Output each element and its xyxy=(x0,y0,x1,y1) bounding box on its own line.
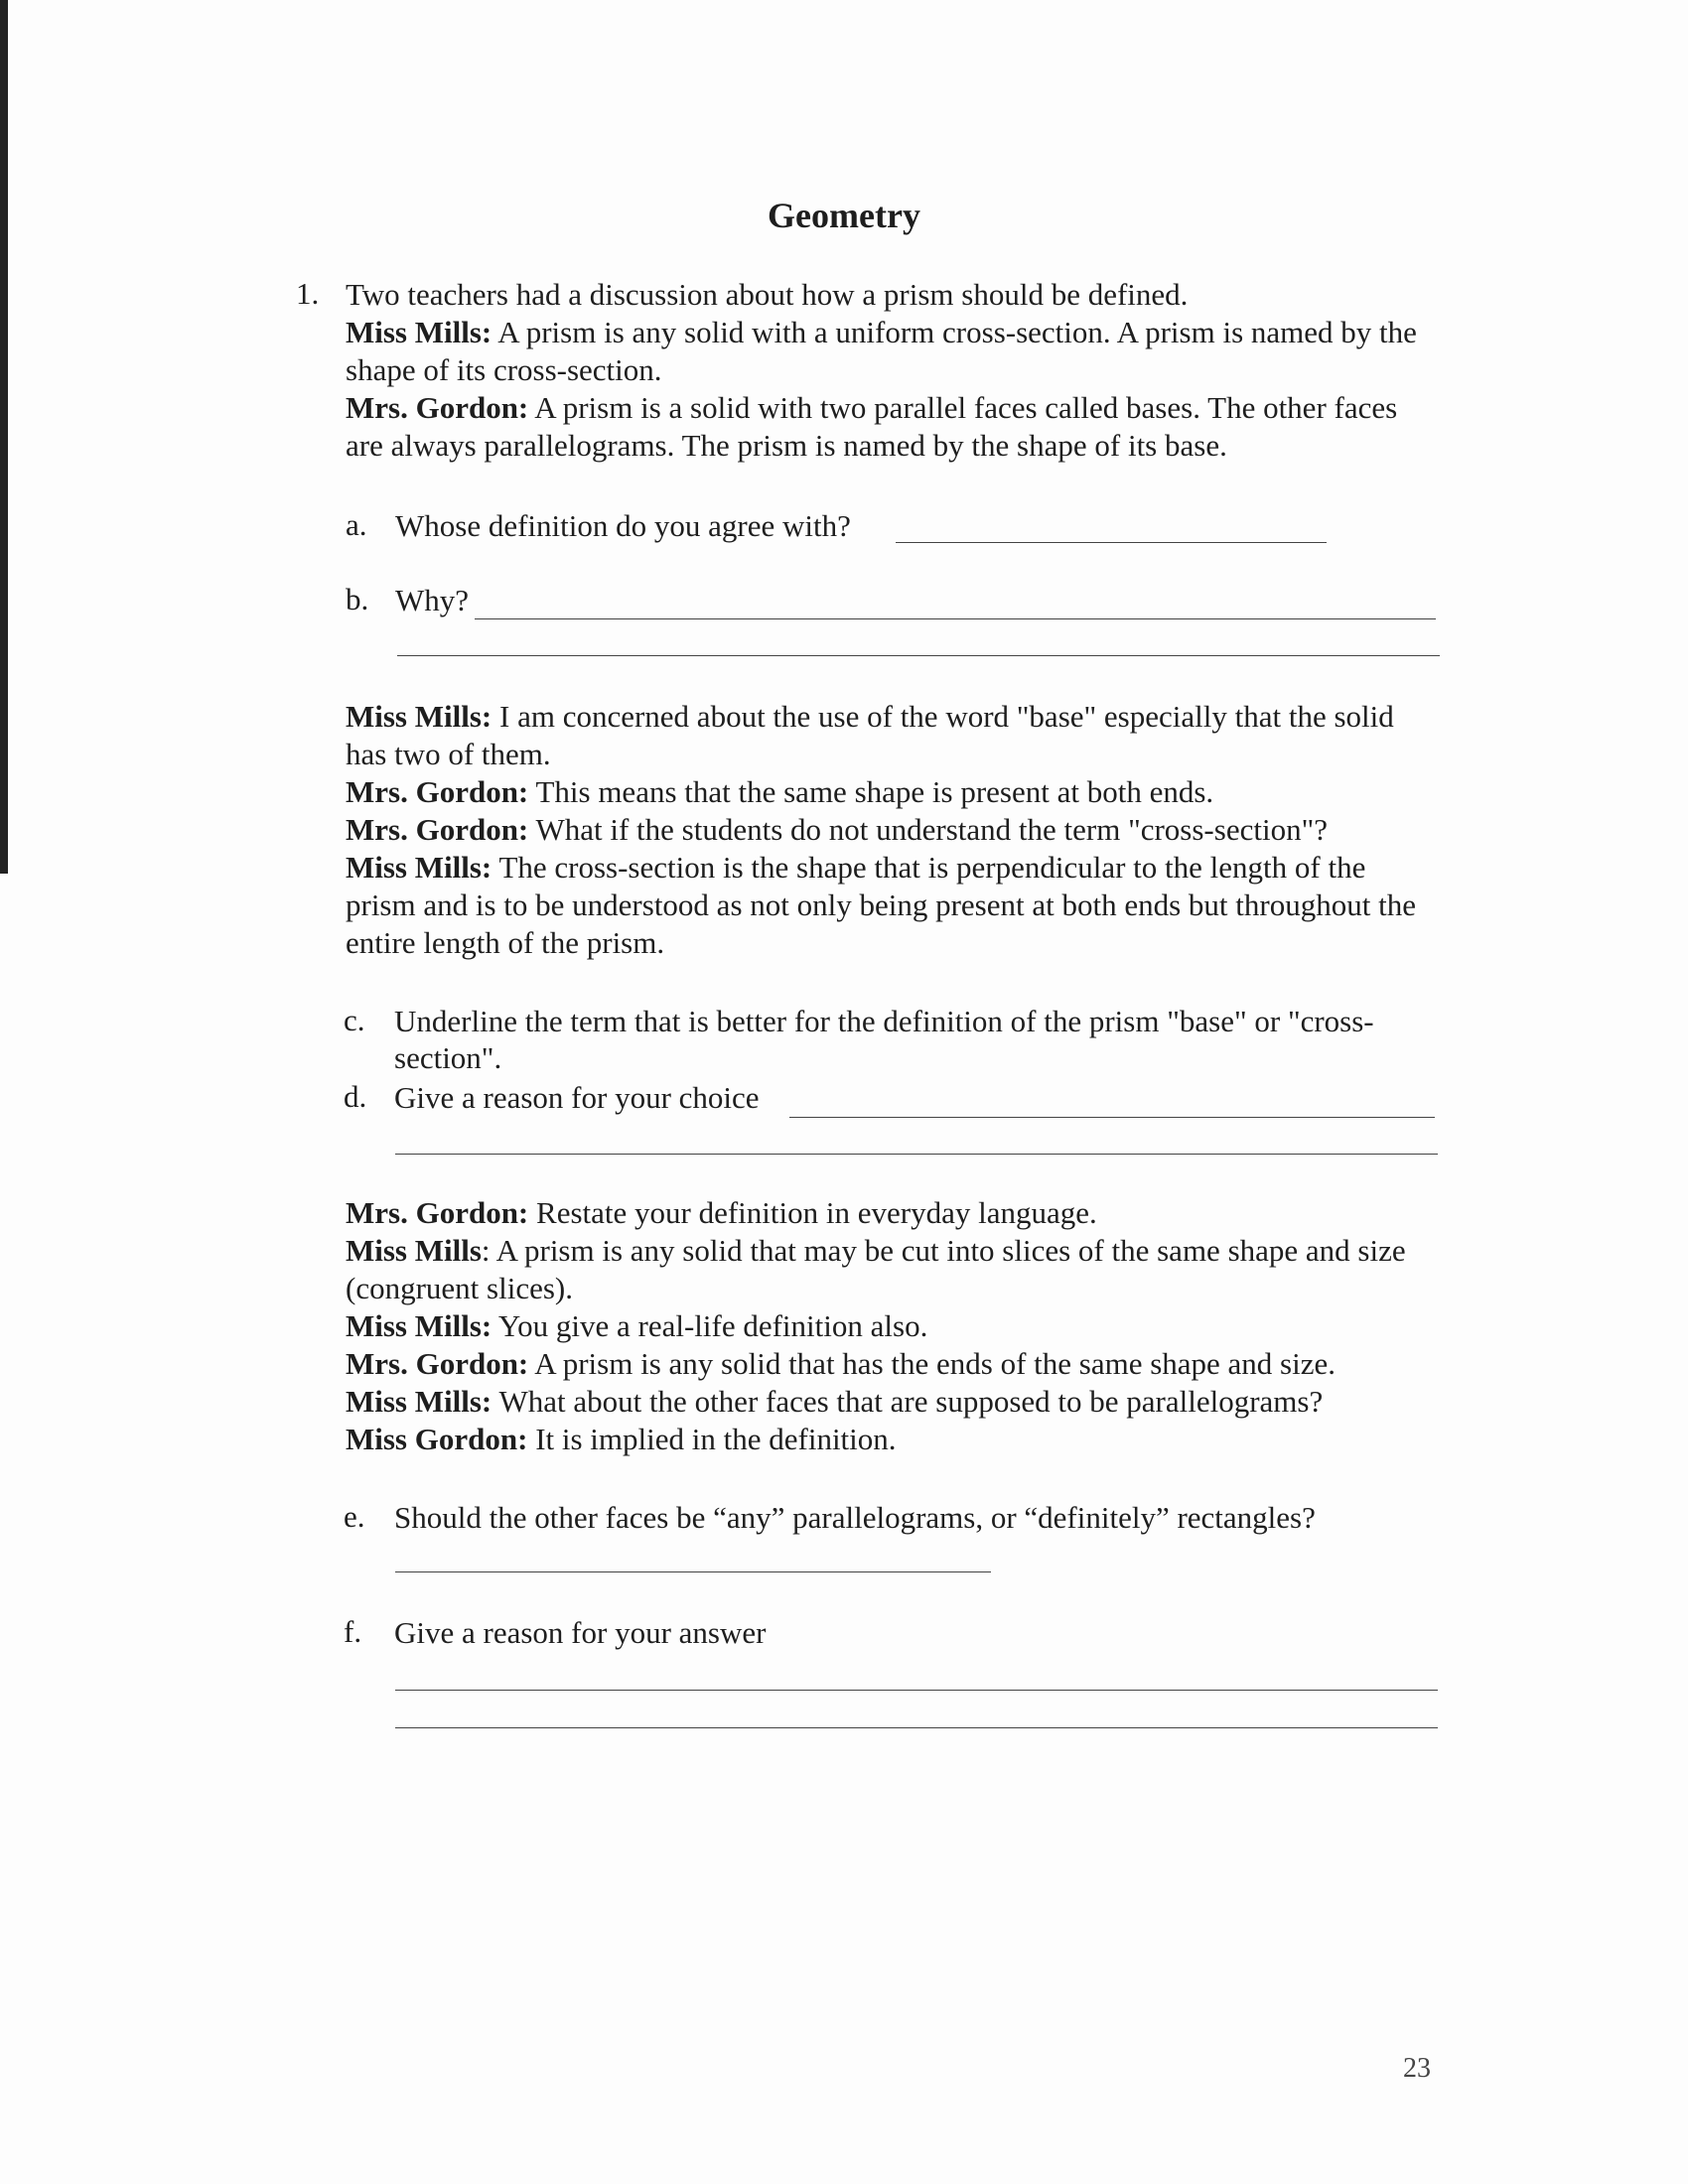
speech: The cross-section is the shape that is perpendicular to the length of the prism and is to be understood as not only being present at both ends but throughout the entire length of the prism. xyxy=(346,850,1416,960)
part-d-text: Give a reason for your choice xyxy=(394,1080,760,1115)
speech: A prism is any solid that has the ends of the same shape and size. xyxy=(528,1346,1336,1381)
part-f-letter: f. xyxy=(344,1614,362,1649)
dialogue-line xyxy=(346,1345,1438,1383)
speaker: Miss Gordon: xyxy=(346,1422,528,1456)
speaker: Mrs. Gordon: xyxy=(346,812,529,847)
part-f-text: Give a reason for your answer xyxy=(394,1615,767,1650)
part-b-letter: b. xyxy=(346,582,369,616)
answer-blank-b-2[interactable] xyxy=(397,655,1440,656)
answer-blank-b-1[interactable] xyxy=(475,618,1436,619)
speech: You give a real-life definition also. xyxy=(492,1308,928,1343)
dialogue-block-2 xyxy=(346,698,1438,962)
speech: A prism is any solid with a uniform cross-section. A prism is named by the shape of its cross-section. xyxy=(346,315,1417,387)
speech: It is implied in the definition. xyxy=(527,1422,897,1456)
dialogue-line xyxy=(346,314,1438,389)
part-b-text: Why? xyxy=(395,583,470,617)
speaker: Mrs. Gordon: xyxy=(346,1346,529,1381)
dialogue-line xyxy=(346,1421,1438,1458)
speaker: Mrs. Gordon: xyxy=(346,1195,529,1230)
dialogue-line xyxy=(346,1232,1438,1307)
speech: I am concerned about the use of the word "base" especially that the solid has two of them. xyxy=(346,699,1394,771)
part-e-text: Should the other faces be “any” parallelograms, or “definitely” rectangles? xyxy=(394,1500,1316,1535)
part-a-letter: a. xyxy=(346,507,367,542)
speech: What if the students do not understand the term "cross-section"? xyxy=(528,812,1328,847)
speech: What about the other faces that are supposed to be parallelograms? xyxy=(492,1384,1324,1419)
dialogue-line xyxy=(346,773,1438,811)
part-c-text: Underline the term that is better for the definition of the prism "base" or "cross-section". xyxy=(394,1004,1374,1075)
dialogue-line xyxy=(346,1194,1438,1232)
question-intro: Two teachers had a discussion about how a prism should be defined. xyxy=(346,277,1189,312)
speaker: Miss Mills: xyxy=(346,850,492,885)
speaker: Mrs. Gordon: xyxy=(346,774,529,809)
dialogue-line xyxy=(346,1307,1438,1345)
answer-blank-f-1[interactable] xyxy=(395,1690,1438,1691)
speech: : A prism is any solid that may be cut into slices of the same shape and size (congruent slices). xyxy=(346,1233,1406,1305)
speech: Restate your definition in everyday language. xyxy=(528,1195,1097,1230)
answer-blank-d-1[interactable] xyxy=(789,1117,1435,1118)
page-number: 23 xyxy=(1403,2053,1431,2084)
answer-blank-f-2[interactable] xyxy=(395,1727,1438,1728)
dialogue-line xyxy=(346,1383,1438,1421)
dialogue-block-3 xyxy=(346,1194,1438,1458)
dialogue-line xyxy=(346,389,1438,465)
scan-edge xyxy=(0,0,8,874)
dialogue-line xyxy=(346,811,1438,849)
part-d-letter: d. xyxy=(344,1079,367,1114)
dialogue-line xyxy=(346,698,1438,773)
part-c-letter: c. xyxy=(344,1003,365,1037)
page-title: Geometry xyxy=(768,196,920,235)
speaker: Miss Mills: xyxy=(346,315,492,349)
answer-blank-d-2[interactable] xyxy=(395,1154,1438,1155)
part-e-letter: e. xyxy=(344,1499,365,1534)
answer-blank-a[interactable] xyxy=(896,542,1327,543)
speaker: Miss Mills: xyxy=(346,699,492,734)
speaker: Miss Mills: xyxy=(346,1308,492,1343)
speaker: Miss Mills: xyxy=(346,1384,492,1419)
speech: This means that the same shape is present at both ends. xyxy=(528,774,1214,809)
speaker: Miss Mills xyxy=(346,1233,482,1268)
question-number: 1. xyxy=(296,276,320,311)
question-intro-block xyxy=(346,276,1438,465)
speech: A prism is a solid with two parallel faces called bases. The other faces are always parallelograms. The prism is named by the shape of its base. xyxy=(346,390,1398,463)
dialogue-line xyxy=(346,849,1438,962)
speaker: Mrs. Gordon: xyxy=(346,390,529,425)
part-a-text: Whose definition do you agree with? xyxy=(395,508,851,543)
answer-blank-e[interactable] xyxy=(395,1571,991,1572)
